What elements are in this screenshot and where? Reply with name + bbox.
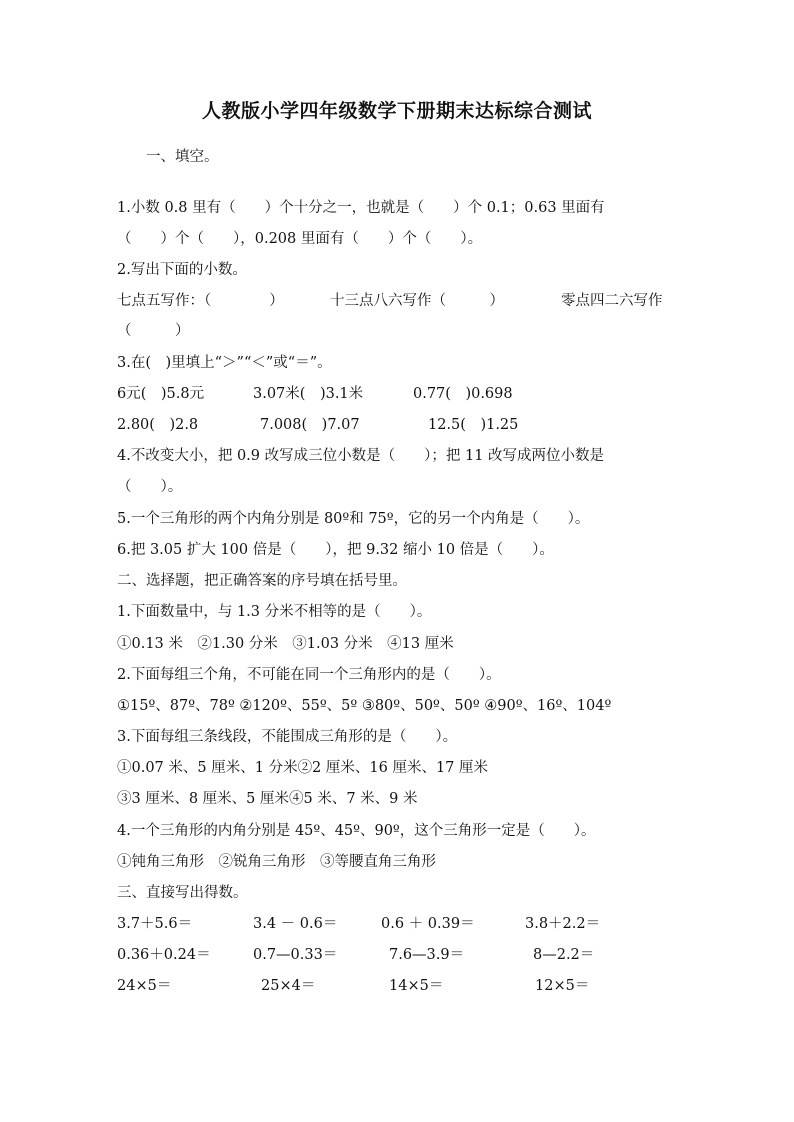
s1-q6: 6.把 3.05 扩大 100 倍是（ ），把 9.32 缩小 10 倍是（ ）。: [117, 542, 554, 558]
arithmetic-item: 0.7—0.33＝: [253, 947, 338, 963]
comparison-item: 7.008( )7.07: [260, 417, 360, 433]
s1-q2-item: 七点五写作：（ ）: [117, 293, 284, 309]
s2-q3: 3.下面每组三条线段，不能围成三角形的是（ ）。: [117, 729, 458, 745]
s1-q4-line2: （ ）。: [117, 479, 183, 495]
section2-heading: 二、选择题，把正确答案的序号填在括号里。: [117, 573, 407, 589]
s1-q4-line1: 4.不改变大小，把 0.9 改写成三位小数是（ ）；把 11 改写成两位小数是: [117, 448, 605, 464]
section1-heading: 一、填空。: [146, 149, 219, 165]
s1-q2-item: 零点四二六写作: [561, 293, 663, 309]
s1-q2-item: 十三点八六写作（ ）: [330, 293, 504, 309]
comparison-item: 3.07米( )3.1米: [253, 386, 364, 402]
s2-q1-options: ①0.13 米 ②1.30 分米 ③1.03 分米 ④13 厘米: [117, 636, 454, 652]
arithmetic-item: 8—2.2＝: [533, 947, 595, 963]
s2-q2: 2.下面每组三个角，不可能在同一个三角形内的是（ ）。: [117, 667, 501, 683]
s2-q3-options-line1: ①0.07 米、5 厘米、1 分米②2 厘米、16 厘米、17 厘米: [117, 760, 489, 776]
s1-q3: 3.在( )里填上“＞”“＜”或“＝”。: [117, 355, 332, 371]
s1-q5: 5.一个三角形的两个内角分别是 80º和 75º，它的另一个内角是（ ）。: [117, 511, 590, 527]
s2-q3-options-line2: ③3 厘米、8 厘米、5 厘米④5 米、7 米、9 米: [117, 791, 418, 807]
s1-q1-line1: 1.小数 0.8 里有（ ）个十分之一，也就是（ ）个 0.1；0.63 里面有: [117, 200, 605, 216]
s2-q4-options: ①钝角三角形 ②锐角三角形 ③等腰直角三角形: [117, 854, 436, 870]
arithmetic-item: 0.36＋0.24＝: [117, 947, 211, 963]
arithmetic-item: 7.6—3.9＝: [389, 947, 465, 963]
comparison-item: 12.5( )1.25: [428, 417, 519, 433]
page-title: 人教版小学四年级数学下册期末达标综合测试: [201, 100, 592, 122]
arithmetic-item: 0.6 ＋ 0.39＝: [381, 916, 475, 932]
arithmetic-item: 25×4＝: [261, 978, 316, 994]
arithmetic-item: 3.7＋5.6＝: [117, 916, 193, 932]
s2-q1: 1.下面数量中，与 1.3 分米不相等的是（ ）。: [117, 604, 432, 620]
arithmetic-item: 3.4 － 0.6＝: [253, 916, 338, 932]
comparison-item: 6元( )5.8元: [117, 386, 205, 402]
arithmetic-item: 24×5＝: [117, 978, 172, 994]
s1-q1-line2: （ ）个（ ），0.208 里面有（ ）个（ ）。: [117, 231, 483, 247]
s1-q2-continuation: （ ）: [117, 323, 190, 339]
s1-q2: 2.写出下面的小数。: [117, 262, 247, 278]
arithmetic-item: 12×5＝: [535, 978, 590, 994]
comparison-item: 0.77( )0.698: [413, 386, 513, 402]
s2-q4: 4.一个三角形的内角分别是 45º、45º、90º，这个三角形一定是（ ）。: [117, 823, 596, 839]
comparison-item: 2.80( )2.8: [117, 417, 199, 433]
arithmetic-item: 14×5＝: [389, 978, 444, 994]
arithmetic-item: 3.8＋2.2＝: [525, 916, 601, 932]
s2-q2-options: ①15º、87º、78º ②120º、55º、5º ③80º、50º、50º ④90º、16º、104º: [117, 698, 612, 714]
section3-heading: 三、直接写出得数。: [117, 885, 248, 901]
